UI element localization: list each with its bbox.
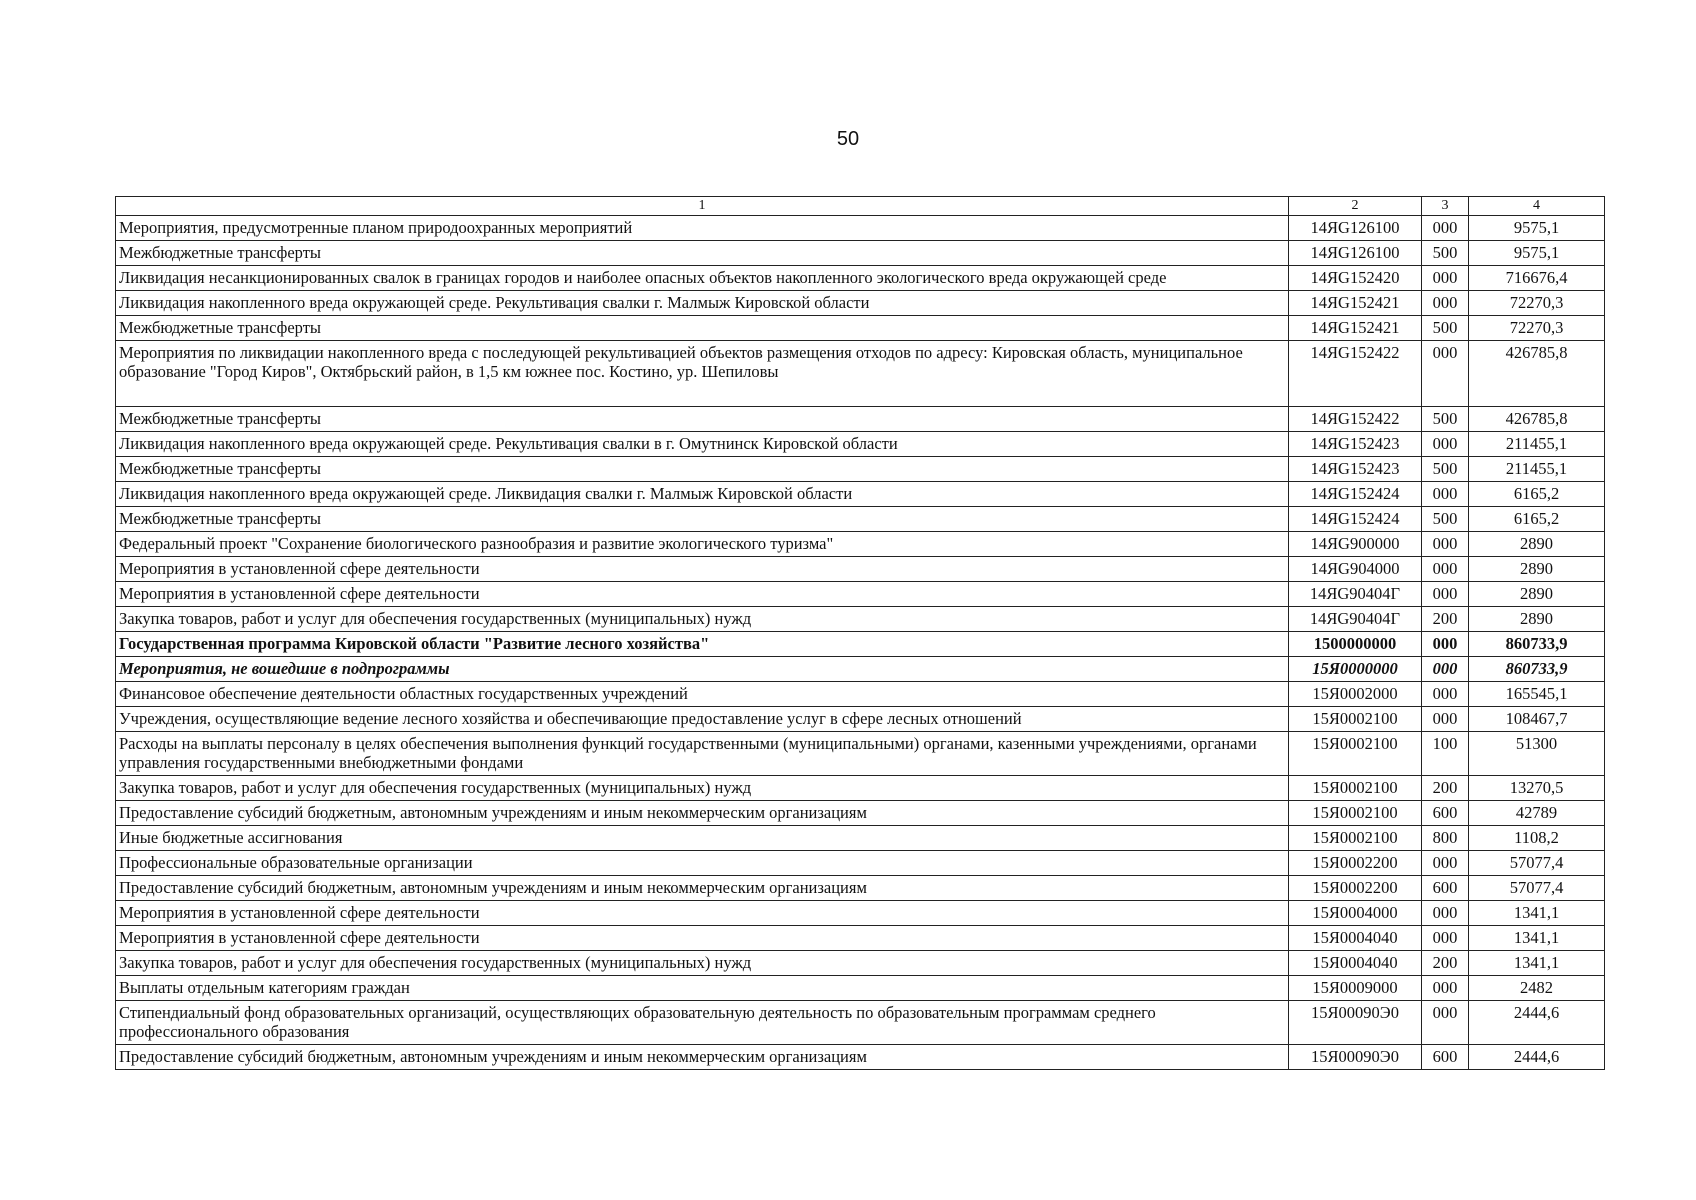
row-code-cell: 14ЯG90404Г [1289, 607, 1422, 632]
row-amount-cell: 860733,9 [1469, 632, 1605, 657]
row-type-cell: 000 [1422, 482, 1469, 507]
row-code-cell: 15Я0002100 [1289, 826, 1422, 851]
row-name-cell: Финансовое обеспечение деятельности областных государственных учреждений [116, 682, 1289, 707]
row-name-cell: Ликвидация накопленного вреда окружающей среде. Рекультивация свалки г. Малмыж Кировской области [116, 291, 1289, 316]
table-body [116, 216, 1605, 1070]
table-row [116, 341, 1605, 407]
table-row [116, 457, 1605, 482]
page-number: 50 [836, 128, 860, 150]
row-code-cell: 15Я0002200 [1289, 851, 1422, 876]
row-code-cell: 14ЯG126100 [1289, 241, 1422, 266]
row-name-cell: Выплаты отдельным категориям граждан [116, 976, 1289, 1001]
table-row [116, 291, 1605, 316]
row-type-cell: 000 [1422, 851, 1469, 876]
row-type-cell: 500 [1422, 316, 1469, 341]
column-header-3: 3 [1422, 197, 1469, 216]
header-row [116, 197, 1605, 216]
row-code-cell: 15Я0009000 [1289, 976, 1422, 1001]
table-row [116, 976, 1605, 1001]
table-row [116, 432, 1605, 457]
row-name-cell: Предоставление субсидий бюджетным, автономным учреждениям и иным некоммерческим организациям [116, 876, 1289, 901]
row-amount-cell: 2444,6 [1469, 1045, 1605, 1070]
row-name-cell: Государственная программа Кировской области "Развитие лесного хозяйства" [116, 632, 1289, 657]
row-name-cell: Мероприятия в установленной сфере деятельности [116, 582, 1289, 607]
row-code-cell: 14ЯG152420 [1289, 266, 1422, 291]
table-row [116, 682, 1605, 707]
table-row [116, 482, 1605, 507]
table-row [116, 316, 1605, 341]
row-amount-cell: 211455,1 [1469, 457, 1605, 482]
row-name-cell: Межбюджетные трансферты [116, 241, 1289, 266]
row-name-cell: Мероприятия, предусмотренные планом природоохранных мероприятий [116, 216, 1289, 241]
row-code-cell: 14ЯG152421 [1289, 291, 1422, 316]
row-code-cell: 14ЯG904000 [1289, 557, 1422, 582]
row-type-cell: 000 [1422, 341, 1469, 407]
row-name-cell: Расходы на выплаты персоналу в целях обеспечения выполнения функций государственными (муниципальными) органами, казенными учреждениями, органами управления государственными внебюджетными фондами [116, 732, 1289, 776]
row-type-cell: 000 [1422, 901, 1469, 926]
row-type-cell: 000 [1422, 707, 1469, 732]
row-type-cell: 000 [1422, 291, 1469, 316]
row-type-cell: 200 [1422, 951, 1469, 976]
row-code-cell: 15Я0002100 [1289, 707, 1422, 732]
row-name-cell: Мероприятия в установленной сфере деятельности [116, 901, 1289, 926]
row-name-cell: Закупка товаров, работ и услуг для обеспечения государственных (муниципальных) нужд [116, 776, 1289, 801]
row-code-cell: 15Я0004040 [1289, 926, 1422, 951]
budget-table [115, 196, 1605, 1070]
row-name-cell: Межбюджетные трансферты [116, 407, 1289, 432]
row-amount-cell: 1108,2 [1469, 826, 1605, 851]
row-name-cell: Межбюджетные трансферты [116, 457, 1289, 482]
row-code-cell: 14ЯG152422 [1289, 341, 1422, 407]
row-type-cell: 000 [1422, 582, 1469, 607]
row-type-cell: 000 [1422, 532, 1469, 557]
row-name-cell: Ликвидация несанкционированных свалок в границах городов и наиболее опасных объектов накопленного экологического вреда окружающей среде [116, 266, 1289, 291]
table-row [116, 1045, 1605, 1070]
row-amount-cell: 426785,8 [1469, 407, 1605, 432]
row-amount-cell: 1341,1 [1469, 901, 1605, 926]
row-code-cell: 14ЯG152424 [1289, 507, 1422, 532]
row-code-cell: 15Я0002100 [1289, 801, 1422, 826]
table-row [116, 801, 1605, 826]
table-row [116, 216, 1605, 241]
row-type-cell: 500 [1422, 241, 1469, 266]
row-amount-cell: 211455,1 [1469, 432, 1605, 457]
row-type-cell: 200 [1422, 607, 1469, 632]
row-code-cell: 15Я0000000 [1289, 657, 1422, 682]
row-code-cell: 14ЯG152423 [1289, 432, 1422, 457]
table-row [116, 826, 1605, 851]
row-amount-cell: 1341,1 [1469, 951, 1605, 976]
row-amount-cell: 860733,9 [1469, 657, 1605, 682]
row-amount-cell: 426785,8 [1469, 341, 1605, 407]
column-header-4: 4 [1469, 197, 1605, 216]
table-row [116, 407, 1605, 432]
table-row [116, 582, 1605, 607]
table-row [116, 776, 1605, 801]
row-amount-cell: 6165,2 [1469, 507, 1605, 532]
row-name-cell: Мероприятия, не вошедшие в подпрограммы [116, 657, 1289, 682]
row-code-cell: 15Я0004040 [1289, 951, 1422, 976]
row-type-cell: 500 [1422, 507, 1469, 532]
column-header-2: 2 [1289, 197, 1422, 216]
row-code-cell: 14ЯG152424 [1289, 482, 1422, 507]
row-name-cell: Предоставление субсидий бюджетным, автономным учреждениям и иным некоммерческим организациям [116, 801, 1289, 826]
table-row [116, 607, 1605, 632]
row-amount-cell: 13270,5 [1469, 776, 1605, 801]
table-row [116, 241, 1605, 266]
table-row [116, 951, 1605, 976]
row-amount-cell: 72270,3 [1469, 291, 1605, 316]
row-amount-cell: 57077,4 [1469, 851, 1605, 876]
row-type-cell: 000 [1422, 1001, 1469, 1045]
row-name-cell: Стипендиальный фонд образовательных организаций, осуществляющих образовательную деятельность по образовательным программам среднего профессионального образования [116, 1001, 1289, 1045]
row-name-cell: Межбюджетные трансферты [116, 316, 1289, 341]
row-name-cell: Закупка товаров, работ и услуг для обеспечения государственных (муниципальных) нужд [116, 607, 1289, 632]
row-type-cell: 000 [1422, 432, 1469, 457]
row-name-cell: Межбюджетные трансферты [116, 507, 1289, 532]
row-amount-cell: 42789 [1469, 801, 1605, 826]
row-amount-cell: 716676,4 [1469, 266, 1605, 291]
row-type-cell: 000 [1422, 557, 1469, 582]
row-code-cell: 15Я0002100 [1289, 732, 1422, 776]
row-type-cell: 200 [1422, 776, 1469, 801]
table-row [116, 1001, 1605, 1045]
table-row [116, 876, 1605, 901]
row-type-cell: 000 [1422, 926, 1469, 951]
row-amount-cell: 72270,3 [1469, 316, 1605, 341]
table-row [116, 901, 1605, 926]
row-amount-cell: 2890 [1469, 532, 1605, 557]
table-row [116, 532, 1605, 557]
row-name-cell: Ликвидация накопленного вреда окружающей среде. Ликвидация свалки г. Малмыж Кировской области [116, 482, 1289, 507]
row-amount-cell: 57077,4 [1469, 876, 1605, 901]
row-amount-cell: 2444,6 [1469, 1001, 1605, 1045]
row-amount-cell: 9575,1 [1469, 216, 1605, 241]
row-code-cell: 1500000000 [1289, 632, 1422, 657]
row-name-cell: Федеральный проект "Сохранение биологического разнообразия и развитие экологического туризма" [116, 532, 1289, 557]
row-name-cell: Ликвидация накопленного вреда окружающей среде. Рекультивация свалки в г. Омутнинск Кировской области [116, 432, 1289, 457]
row-type-cell: 600 [1422, 801, 1469, 826]
table-row [116, 266, 1605, 291]
row-type-cell: 000 [1422, 976, 1469, 1001]
row-name-cell: Профессиональные образовательные организации [116, 851, 1289, 876]
row-name-cell: Закупка товаров, работ и услуг для обеспечения государственных (муниципальных) нужд [116, 951, 1289, 976]
row-amount-cell: 108467,7 [1469, 707, 1605, 732]
row-amount-cell: 2482 [1469, 976, 1605, 1001]
row-code-cell: 15Я0002000 [1289, 682, 1422, 707]
row-amount-cell: 2890 [1469, 582, 1605, 607]
row-amount-cell: 6165,2 [1469, 482, 1605, 507]
row-code-cell: 15Я0002100 [1289, 776, 1422, 801]
row-amount-cell: 51300 [1469, 732, 1605, 776]
row-code-cell: 15Я0004000 [1289, 901, 1422, 926]
row-type-cell: 000 [1422, 657, 1469, 682]
row-name-cell: Учреждения, осуществляющие ведение лесного хозяйства и обеспечивающие предоставление услуг в сфере лесных отношений [116, 707, 1289, 732]
row-amount-cell: 9575,1 [1469, 241, 1605, 266]
table-row [116, 851, 1605, 876]
row-type-cell: 500 [1422, 457, 1469, 482]
table-row [116, 732, 1605, 776]
row-code-cell: 15Я0002200 [1289, 876, 1422, 901]
row-code-cell: 14ЯG152422 [1289, 407, 1422, 432]
table-row [116, 632, 1605, 657]
row-code-cell: 15Я00090Э0 [1289, 1045, 1422, 1070]
row-code-cell: 14ЯG900000 [1289, 532, 1422, 557]
table-row [116, 926, 1605, 951]
row-code-cell: 14ЯG126100 [1289, 216, 1422, 241]
row-type-cell: 600 [1422, 876, 1469, 901]
row-name-cell: Мероприятия по ликвидации накопленного вреда с последующей рекультивацией объектов размещения отходов по адресу: Кировская область, муниципальное образование "Город Киров", Октябрьский район, в 1,5 км южнее пос. Костино, ур. Шепиловы [116, 341, 1289, 407]
row-amount-cell: 1341,1 [1469, 926, 1605, 951]
row-code-cell: 14ЯG152421 [1289, 316, 1422, 341]
row-name-cell: Мероприятия в установленной сфере деятельности [116, 926, 1289, 951]
table-row [116, 557, 1605, 582]
row-type-cell: 600 [1422, 1045, 1469, 1070]
row-name-cell: Иные бюджетные ассигнования [116, 826, 1289, 851]
row-code-cell: 14ЯG152423 [1289, 457, 1422, 482]
row-type-cell: 000 [1422, 266, 1469, 291]
row-type-cell: 500 [1422, 407, 1469, 432]
table-row [116, 657, 1605, 682]
row-type-cell: 000 [1422, 682, 1469, 707]
row-amount-cell: 2890 [1469, 557, 1605, 582]
row-amount-cell: 165545,1 [1469, 682, 1605, 707]
table-row [116, 707, 1605, 732]
table-row [116, 507, 1605, 532]
row-amount-cell: 2890 [1469, 607, 1605, 632]
row-type-cell: 000 [1422, 632, 1469, 657]
row-name-cell: Мероприятия в установленной сфере деятельности [116, 557, 1289, 582]
row-code-cell: 15Я00090Э0 [1289, 1001, 1422, 1045]
row-name-cell: Предоставление субсидий бюджетным, автономным учреждениям и иным некоммерческим организациям [116, 1045, 1289, 1070]
row-type-cell: 000 [1422, 216, 1469, 241]
row-type-cell: 100 [1422, 732, 1469, 776]
column-header-1: 1 [116, 197, 1289, 216]
row-type-cell: 800 [1422, 826, 1469, 851]
row-code-cell: 14ЯG90404Г [1289, 582, 1422, 607]
